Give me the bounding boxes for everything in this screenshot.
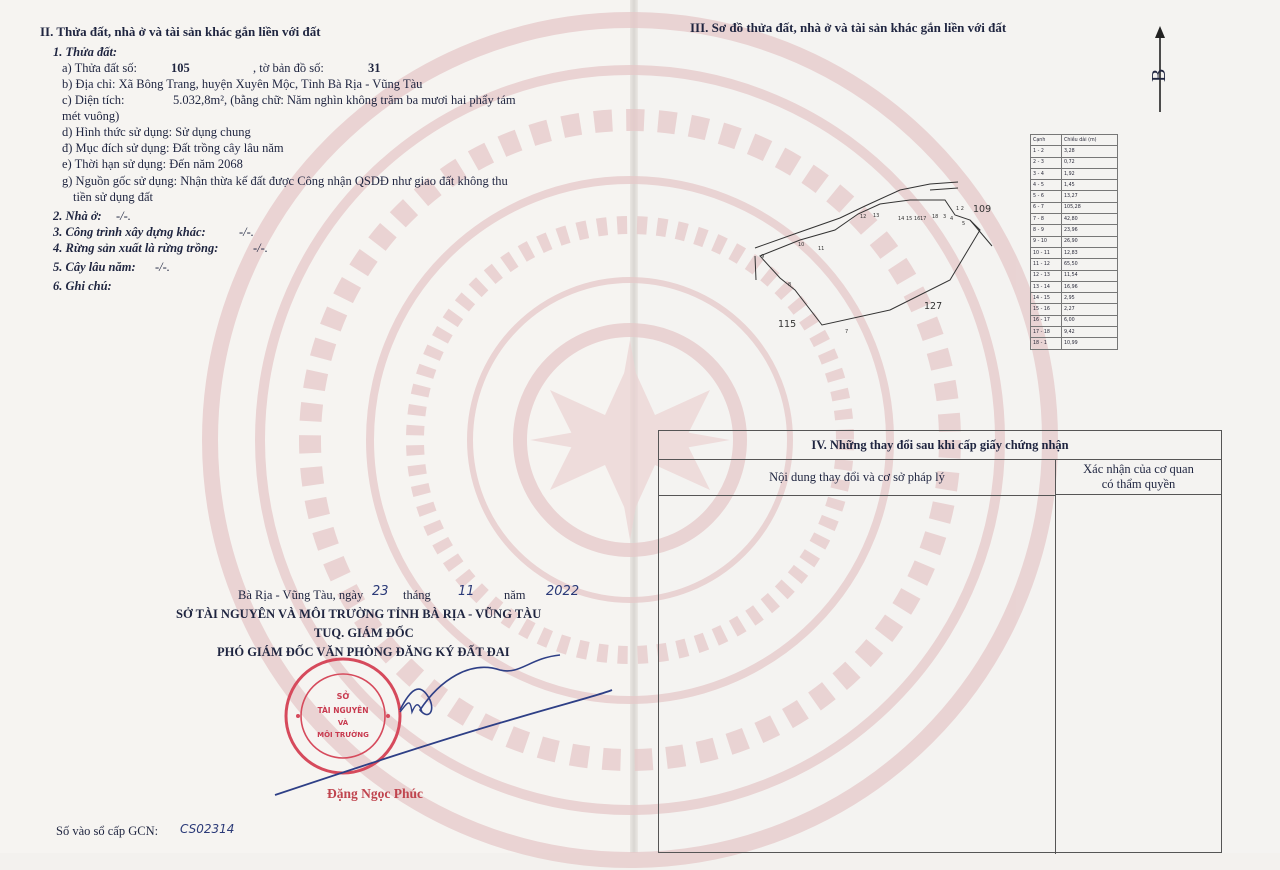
table-row [1031,338,1118,349]
seal-line-2: TÀI NGUYÊN [317,706,369,715]
length-cell: 12,83 [1062,247,1118,258]
svg-text:8: 8 [788,282,792,288]
changes-title: IV. Những thay đổi sau khi cấp giấy chứng nhận [659,431,1221,460]
edge-cell: 6 - 7 [1031,202,1062,213]
date-month: 11 [458,584,475,599]
table-header-edge: Cạnh [1031,135,1062,146]
map-sheet-number: 31 [368,61,381,75]
edge-cell: 1 - 2 [1031,146,1062,157]
land-heading: 1. Thửa đất: [53,45,118,59]
length-cell: 1,92 [1062,168,1118,179]
svg-text:18: 18 [932,214,939,220]
deputy-title: PHÓ GIÁM ĐỐC VĂN PHÒNG ĐĂNG KÝ ĐẤT ĐAI [217,645,510,659]
svg-text:3: 3 [943,214,947,220]
svg-text:1 2: 1 2 [956,206,964,212]
length-cell: 0,72 [1062,157,1118,168]
table-row [1031,236,1118,247]
length-cell: 42,80 [1062,214,1118,225]
origin-cont: tiền sử dụng đất [73,190,154,204]
neighbor-115-label: 115 [778,319,797,330]
gcn-number: CS02314 [180,822,235,836]
use-form-line: d) Hình thức sử dụng: Sử dụng chung [62,125,251,139]
length-cell: 16,96 [1062,281,1118,292]
edge-cell: 15 - 16 [1031,304,1062,315]
table-row [1031,259,1118,270]
length-cell: 9,42 [1062,327,1118,338]
agency-name: SỞ TÀI NGUYÊN VÀ MÔI TRƯỜNG TỈNH BÀ RỊA - VŨNG TÀU [176,607,542,621]
svg-text:17: 17 [920,216,927,222]
edge-cell: 3 - 4 [1031,168,1062,179]
signature-scribble [260,650,620,800]
seal-line-4: MÔI TRƯỜNG [317,731,369,739]
edge-cell: 2 - 3 [1031,157,1062,168]
changes-content-header: Nội dung thay đổi và cơ sở pháp lý [659,459,1055,496]
other-works-value: -/-. [239,225,254,239]
svg-text:5: 5 [962,221,966,227]
perennial-heading: 5. Cây lâu năm: [53,260,136,274]
edge-cell: 17 - 18 [1031,327,1062,338]
neighbor-127-label: 127 [924,301,943,312]
table-row [1031,157,1118,168]
neighbor-109-label: 109 [973,204,992,215]
length-cell: 26,90 [1062,236,1118,247]
table-row [1031,315,1118,326]
date-prefix: Bà Rịa - Vũng Tàu, ngày [238,588,364,602]
edge-cell: 18 - 1 [1031,338,1062,349]
table-row [1031,168,1118,179]
length-cell: 2,95 [1062,293,1118,304]
seal-line-3: VÀ [337,719,349,727]
table-row [1031,180,1118,191]
table-row [1031,202,1118,213]
parcel-number: 105 [171,61,190,75]
map-sheet-label: , tờ bản đồ số: [253,61,324,75]
table-row [1031,146,1118,157]
edge-cell: 9 - 10 [1031,236,1062,247]
house-value: -/-. [116,209,131,223]
length-cell: 23,96 [1062,225,1118,236]
table-row [1031,191,1118,202]
area-words-cont: mét vuông) [62,109,120,123]
svg-text:15 16: 15 16 [906,216,921,222]
svg-text:9: 9 [761,254,765,260]
gcn-label: Số vào sổ cấp GCN: [56,824,159,838]
table-row [1031,225,1118,236]
date-year-label: năm [504,588,526,602]
house-heading: 2. Nhà ở: [53,209,102,223]
length-cell: 11,54 [1062,270,1118,281]
table-row [1031,247,1118,258]
edge-cell: 4 - 5 [1031,180,1062,191]
section-iii-title: III. Sơ đồ thửa đất, nhà ở và tài sản khác gắn liền với đất [690,20,1007,35]
confirmation-header-line-2: có thẩm quyền [1101,477,1176,491]
length-cell: 1,45 [1062,180,1118,191]
svg-text:7: 7 [845,329,849,335]
length-cell: 3,28 [1062,146,1118,157]
perennial-value: -/-. [155,260,170,274]
length-cell: 10,99 [1062,338,1118,349]
length-cell: 2,27 [1062,304,1118,315]
edge-cell: 8 - 9 [1031,225,1062,236]
edge-cell: 10 - 11 [1031,247,1062,258]
edge-cell: 12 - 13 [1031,270,1062,281]
svg-text:4: 4 [950,216,954,222]
notes-heading: 6. Ghi chú: [53,279,112,293]
term-line: e) Thời hạn sử dụng: Đến năm 2068 [62,157,243,171]
signer-name: Đặng Ngọc Phúc [327,786,424,801]
area-value: 5.032,8m², (bằng chữ: Năm nghìn không trăm ba mươi hai phẩy tám [173,93,516,107]
edge-cell: 14 - 15 [1031,293,1062,304]
origin-line: g) Nguồn gốc sử dụng: Nhận thừa kế đất được Công nhận QSDĐ như giao đất không thu [62,174,508,188]
date-month-label: tháng [403,588,431,602]
table-row [1031,214,1118,225]
edge-cell: 5 - 6 [1031,191,1062,202]
table-row [1031,135,1118,146]
svg-text:11: 11 [818,246,825,252]
table-row [1031,293,1118,304]
parcel-plan-diagram [740,170,1020,345]
length-cell: 65,50 [1062,259,1118,270]
section-ii-title: II. Thửa đất, nhà ở và tài sản khác gắn liền với đất [40,24,321,39]
parcel-label: a) Thửa đất số: [62,61,137,75]
page-fold [630,0,638,853]
seal-line-1: SỞ [336,692,350,701]
length-cell: 105,28 [1062,202,1118,213]
changes-content-column [659,459,1056,854]
table-header-length: Chiều dài (m) [1062,135,1118,146]
svg-text:10: 10 [798,242,805,248]
svg-text:14: 14 [898,216,905,222]
forest-value: -/-. [253,241,268,255]
north-letter: B [1148,68,1170,82]
date-day: 23 [372,584,389,599]
table-row [1031,327,1118,338]
area-label: c) Diện tích: [62,93,125,107]
address-line: b) Địa chỉ: Xã Bông Trang, huyện Xuyên Mộc, Tỉnh Bà Rịa - Vũng Tàu [62,77,423,91]
confirmation-header-line-1: Xác nhận của cơ quan [1083,462,1194,476]
edge-length-table [1030,134,1118,350]
edge-cell: 16 - 17 [1031,315,1062,326]
changes-table [658,430,1222,853]
edge-cell: 13 - 14 [1031,281,1062,292]
date-year: 2022 [546,584,580,599]
svg-text:12: 12 [860,214,867,220]
edge-cell: 7 - 8 [1031,214,1062,225]
other-works-heading: 3. Công trình xây dựng khác: [53,225,206,239]
table-row [1031,281,1118,292]
table-row [1031,270,1118,281]
changes-confirmation-column [1056,459,1221,854]
table-row [1031,304,1118,315]
changes-confirmation-header [1056,459,1221,495]
forest-heading: 4. Rừng sản xuất là rừng trồng: [53,241,219,255]
length-cell: 13,27 [1062,191,1118,202]
edge-cell: 11 - 12 [1031,259,1062,270]
length-cell: 6,00 [1062,315,1118,326]
tuq-line: TUQ. GIÁM ĐỐC [314,626,414,640]
svg-text:13: 13 [873,213,880,219]
purpose-line: đ) Mục đích sử dụng: Đất trồng cây lâu năm [62,141,284,155]
